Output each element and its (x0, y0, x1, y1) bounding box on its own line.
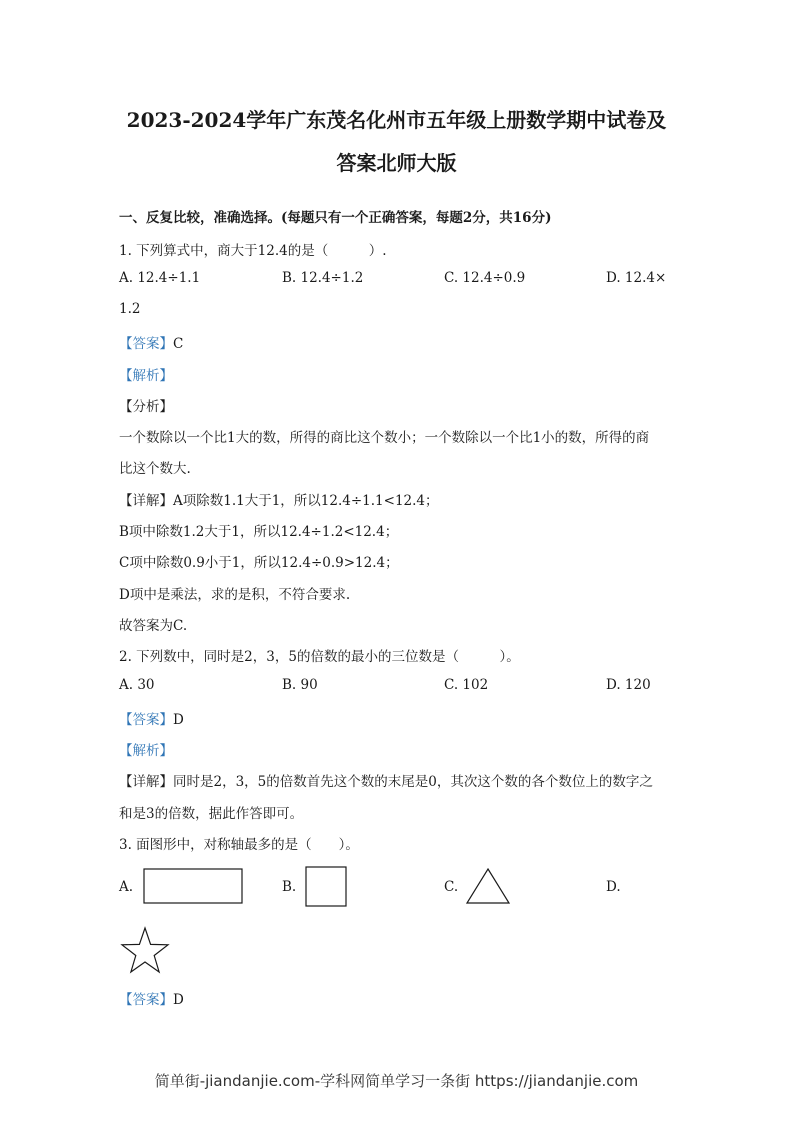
answer-value: D (173, 712, 184, 728)
q2-answer (119, 708, 184, 728)
answer-value: C (173, 336, 184, 352)
q2-option-c: C. 102 (444, 677, 489, 693)
q3-option-b: B. (282, 879, 297, 895)
answer-tag: 【答案】 (119, 992, 173, 1008)
question-2-stem: 2. 下列数中，同时是2，3，5的倍数的最小的三位数是（ ）。 (119, 649, 520, 665)
document-title-line-2: 答案北师大版 (336, 151, 457, 175)
question-3-stem: 3. 面图形中，对称轴最多的是（ ）。 (119, 837, 359, 853)
triangle-icon (465, 867, 511, 905)
square-icon (305, 866, 348, 907)
answer-tag: 【答案】 (119, 336, 173, 352)
q1-analysis-tag: 【解析】 (119, 368, 173, 384)
question-1-stem: 1. 下列算式中，商大于12.4的是（ ）. (119, 243, 387, 259)
section-heading: 一、反复比较，准确选择。(每题只有一个正确答案，每题2分，共16分) (119, 210, 552, 226)
answer-value: D (173, 992, 184, 1008)
q3-answer (119, 988, 184, 1008)
q1-conclusion: 故答案为C. (119, 618, 188, 634)
q1-option-c: C. 12.4÷0.9 (444, 270, 526, 286)
q2-detail-1: 【详解】同时是2，3，5的倍数首先这个数的末尾是0，其次这个数的各个数位上的数字之 (119, 774, 653, 790)
q1-option-d: D. 12.4× (606, 270, 667, 286)
q2-option-a: A. 30 (119, 677, 155, 693)
q1-detail-1: 【详解】A项除数1.1大于1，所以12.4÷1.1<12.4； (119, 493, 439, 509)
document-title-line-1: 2023-2024学年广东茂名化州市五年级上册数学期中试卷及 (126, 108, 667, 132)
q3-option-a: A. (119, 879, 134, 895)
q2-option-d: D. 120 (606, 677, 651, 693)
q3-option-d: D. (606, 879, 621, 895)
page-footer: 简单街-jiandanjie.com-学科网简单学习一条街 https://jiandanjie.com (154, 1072, 639, 1090)
q1-answer (119, 332, 183, 352)
q1-option-b: B. 12.4÷1.2 (282, 270, 364, 286)
q1-option-d-wrap: 1.2 (119, 301, 141, 317)
q2-detail-2: 和是3的倍数，据此作答即可。 (119, 806, 304, 822)
star-icon (119, 926, 171, 974)
q2-option-b: B. 90 (282, 677, 318, 693)
q1-explain-2: 比这个数大. (119, 461, 191, 477)
q1-fenxi-tag: 【分析】 (119, 399, 173, 415)
q3-option-c: C. (444, 879, 459, 895)
q1-detail-2: B项中除数1.2大于1，所以12.4÷1.2<12.4； (119, 524, 399, 540)
answer-tag: 【答案】 (119, 712, 173, 728)
q1-detail-3: C项中除数0.9小于1，所以12.4÷0.9>12.4； (119, 555, 399, 571)
rectangle-icon (143, 868, 244, 905)
q2-analysis-tag: 【解析】 (119, 743, 173, 759)
q1-detail-4: D项中是乘法，求的是积，不符合要求. (119, 587, 351, 603)
q1-option-a: A. 12.4÷1.1 (119, 270, 201, 286)
q1-explain-1: 一个数除以一个比1大的数，所得的商比这个数小；一个数除以一个比1小的数，所得的商 (119, 430, 650, 446)
